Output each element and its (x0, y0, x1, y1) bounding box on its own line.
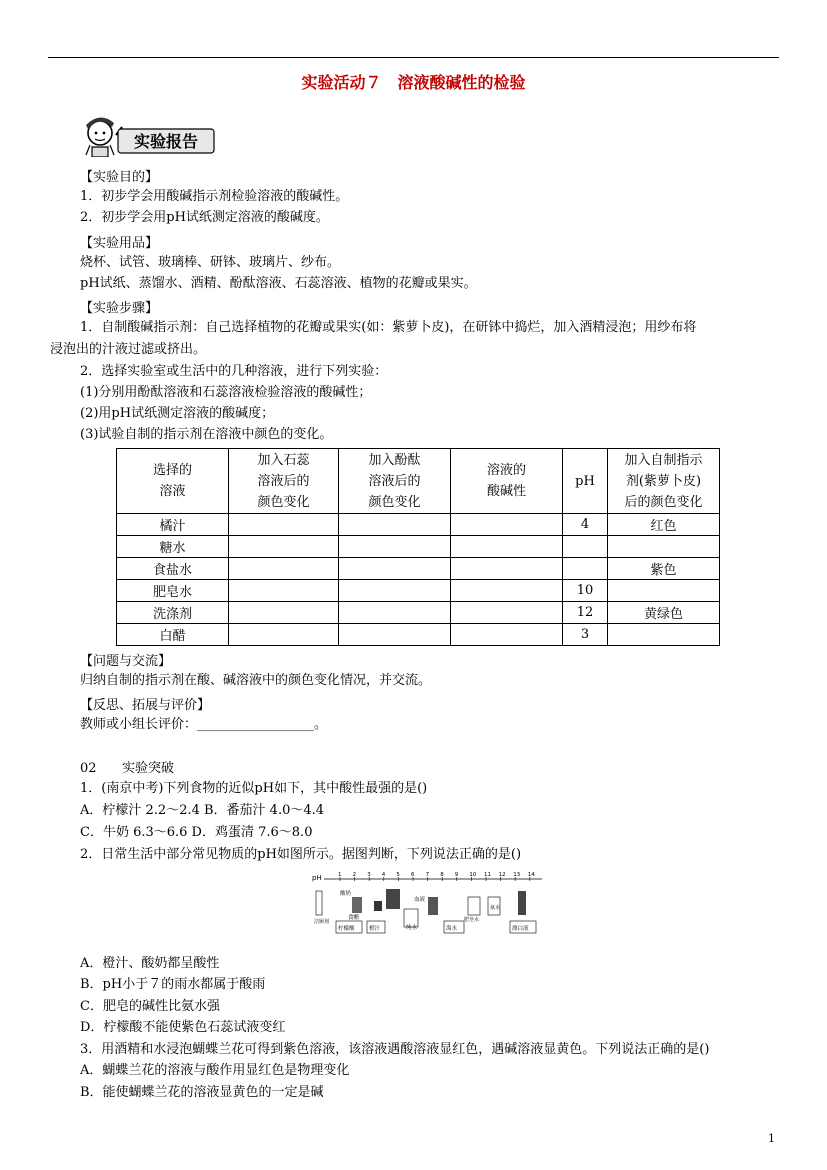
section-number: 02 (80, 761, 97, 776)
question-2-option: B．pH小于７的雨水都属于酸雨 (80, 977, 266, 992)
ph-tick-label: 9 (454, 872, 459, 878)
ph-tick-label: 11 (484, 872, 491, 878)
ph-tick-label: 3 (367, 872, 371, 878)
bottom-label: 食醋 (348, 915, 360, 921)
question-2-option: D．柠檬酸不能使紫色石蕊试液变红 (80, 1020, 286, 1035)
ph-axis-label: pH (312, 874, 322, 882)
header-solution: 选择的 溶液 (117, 449, 229, 514)
supplies-item: pH试纸、蒸馏水、酒精、酚酞溶液、石蕊溶液、植物的花瓣或果实。 (80, 276, 477, 291)
ph-tick-label: 12 (498, 872, 506, 878)
reflection-heading: 【反思、拓展与评价】 (80, 698, 211, 713)
bottom-label: 纯水 (406, 925, 418, 931)
ph-ticks (338, 872, 535, 881)
ph-tick-label: 14 (527, 872, 535, 878)
steps-heading: 【实验步骤】 (80, 301, 159, 316)
header-rule (48, 57, 779, 58)
bottom-label: 漂白液 (512, 926, 529, 932)
bottom-label: 肥皂水 (464, 917, 480, 923)
bottom-label: 洁厕剂 (314, 919, 330, 925)
bottom-label: 橙汁 (369, 926, 381, 932)
table-row: 白醋 3 (117, 624, 720, 646)
ph-tick-label: 4 (381, 872, 386, 878)
discussion-text: 归纳自制的指示剂在酸、碱溶液中的颜色变化情况，并交流。 (80, 673, 432, 688)
purpose-item: 1．初步学会用酸碱指示剂检验溶液的酸碱性。 (80, 189, 349, 204)
experiment-report-badge (78, 113, 216, 157)
discussion-heading: 【问题与交流】 (80, 654, 172, 669)
table-row: 糖水 (117, 536, 720, 558)
top-label: 酸奶 (340, 891, 352, 897)
bottom-label: 海水 (446, 926, 458, 932)
table-row: 食盐水 紫色 (117, 558, 720, 580)
page-number: 1 (768, 1132, 775, 1145)
bottom-label: 柠檬酸 (338, 926, 355, 932)
purpose-heading: 【实验目的】 (80, 170, 159, 185)
table-row: 肥皂水 10 (117, 580, 720, 602)
step-2-item: (3)试验自制的指示剂在溶液中颜色的变化。 (80, 427, 333, 442)
header-phenolphthalein: 加入酚酞 溶液后的 颜色变化 (339, 449, 451, 514)
purpose-item: 2．初步学会用pH试纸测定溶液的酸碱度。 (80, 210, 329, 225)
step-1-line-a: 1．自制酸碱指示剂：自己选择植物的花瓣或果实(如：紫萝卜皮)，在研钵中捣烂，加入酒精浸泡；用纱布将 (80, 320, 697, 335)
table-row: 洗涤剂 12 黄绿色 (117, 602, 720, 624)
evaluation-line: 教师或小组长评价：__________________。 (80, 717, 328, 732)
question-2-option: A．橙汁、酸奶都呈酸性 (80, 956, 220, 971)
ph-tick-label: 2 (352, 872, 357, 878)
supplies-heading: 【实验用品】 (80, 236, 159, 251)
header-homemade-indicator: 加入自制指示 剂(紫萝卜皮) 后的颜色变化 (608, 449, 720, 514)
question-1-options: C．牛奶 6.3～6.6 D．鸡蛋清 7.6～8.0 (80, 825, 313, 840)
supplies-item: 烧杯、试管、玻璃棒、研钵、玻璃片、纱布。 (80, 255, 341, 270)
bottom-label: 氨水 (490, 905, 501, 911)
question-3-option: B．能使蝴蝶兰花的溶液显黄色的一定是碱 (80, 1085, 324, 1100)
question-2-stem: 2．日常生活中部分常见物质的pH如图所示。据图判断，下列说法正确的是() (80, 847, 522, 862)
ph-tick-label: 5 (396, 872, 400, 878)
ph-tick-label: 7 (425, 872, 430, 878)
ph-tick-label: 1 (338, 872, 342, 878)
ph-scale-figure (310, 871, 546, 941)
experiment-table (116, 448, 720, 646)
ph-tick-label: 6 (411, 872, 415, 878)
top-label: 血液 (414, 897, 426, 903)
section-label: 实验突破 (122, 761, 175, 776)
page-title: 实验活动７ 溶液酸碱性的检验 (301, 73, 526, 92)
ph-tick-label: 10 (469, 872, 477, 878)
question-2-option: C．肥皂的碱性比氨水强 (80, 999, 220, 1014)
table-row: 橘汁 4 红色 (117, 514, 720, 536)
header-litmus: 加入石蕊 溶液后的 颜色变化 (229, 449, 339, 514)
ph-tick-label: 8 (440, 872, 444, 878)
step-2-item: (2)用pH试纸测定溶液的酸碱度； (80, 406, 275, 421)
header-acidity: 溶液的 酸碱性 (451, 449, 563, 514)
badge-text: 实验报告 (133, 132, 199, 151)
question-3-option: A．蝴蝶兰花的溶液与酸作用显红色是物理变化 (80, 1063, 350, 1078)
question-1-options: A．柠檬汁 2.2～2.4 B．番茄汁 4.0～4.4 (80, 803, 325, 818)
question-3-stem: 3．用酒精和水浸泡蝴蝶兰花可得到紫色溶液，该溶液遇酸溶液显红色，遇碱溶液显黄色。下列说法正确的是() (80, 1042, 710, 1057)
step-2-item: (1)分别用酚酞溶液和石蕊溶液检验溶液的酸碱性； (80, 385, 372, 400)
step-2: 2．选择实验室或生活中的几种溶液，进行下列实验： (80, 364, 388, 379)
table-header-row (117, 449, 720, 514)
ph-tick-label: 13 (513, 872, 521, 878)
header-ph: pH (563, 449, 608, 514)
question-1-stem: 1．(南京中考)下列食物的近似pH如下，其中酸性最强的是() (80, 781, 428, 796)
step-1-line-b: 浸泡出的汁液过滤或挤出。 (50, 342, 207, 357)
